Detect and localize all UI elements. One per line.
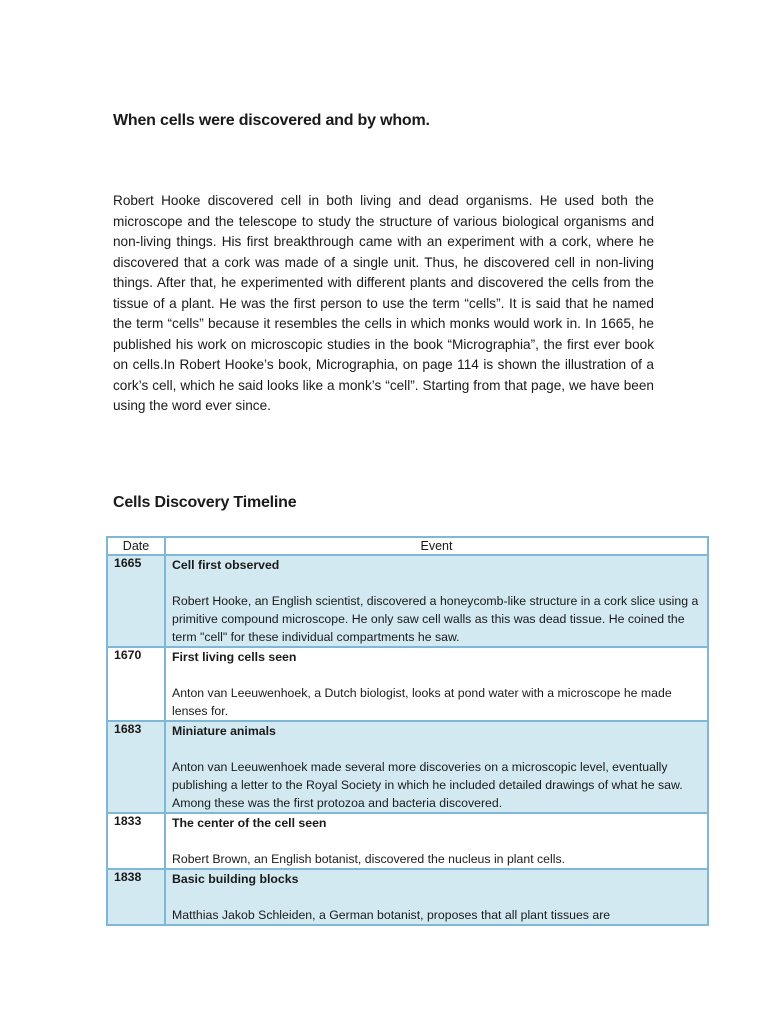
event-title: Miniature animals (172, 724, 276, 738)
event-description: Anton van Leeuwenhoek, a Dutch biologist, looks at pond water with a microscope he made lenses for. (172, 686, 672, 718)
row-date: 1665 (107, 555, 165, 647)
row-event (165, 647, 708, 721)
table-row (107, 647, 708, 721)
row-event (165, 721, 708, 813)
event-title: Cell first observed (172, 558, 280, 572)
event-description: Matthias Jakob Schleiden, a German botanist, proposes that all plant tissues are (172, 908, 611, 922)
row-date: 1838 (107, 869, 165, 925)
row-event (165, 813, 708, 869)
table-row (107, 869, 708, 925)
table-header-row (107, 537, 708, 555)
section-heading-discovery: When cells were discovered and by whom. (113, 112, 430, 129)
row-event (165, 869, 708, 925)
table-row (107, 555, 708, 647)
event-description: Robert Brown, an English botanist, discovered the nucleus in plant cells. (172, 852, 566, 866)
event-title: The center of the cell seen (172, 816, 327, 830)
event-column-header: Event (165, 537, 708, 555)
table-row (107, 721, 708, 813)
timeline-table (106, 536, 709, 926)
row-date: 1683 (107, 721, 165, 813)
row-date: 1833 (107, 813, 165, 869)
table-row (107, 813, 708, 869)
row-date: 1670 (107, 647, 165, 721)
date-column-header: Date (107, 537, 165, 555)
section-heading-timeline: Cells Discovery Timeline (113, 494, 297, 511)
event-description: Anton van Leeuwenhoek made several more discoveries on a microscopic level, eventually publishing a letter to the Royal Society in which he included detailed drawings of what he saw. Among these was the first protozoa and bacteria discovered. (172, 760, 683, 810)
event-title: First living cells seen (172, 650, 297, 664)
event-title: Basic building blocks (172, 872, 299, 886)
row-event (165, 555, 708, 647)
event-description: Robert Hooke, an English scientist, discovered a honeycomb-like structure in a cork slice using a primitive compound microscope. He only saw cell walls as this was dead tissue. He coined the term "cell" for these individual compartments he saw. (172, 594, 699, 644)
discovery-paragraph: Robert Hooke discovered cell in both living and dead organisms. He used both the microscope and the telescope to study the structure of various biological organisms and non-living things. His first breakthrough came with an experiment with a cork, where he discovered that a cork was made of a single unit. Thus, he discovered cell in non-living things. After that, he experimented with different plants and discovered the cells from the tissue of a plant. He was the first person to use the term “cells”. It is said that he named the term “cells” because it resembles the cells in which monks would work in. In 1665, he published his work on microscopic studies in the book “Micrographia”, the first ever book on cells.In Robert Hooke’s book, Micrographia, on page 114 is shown the illustration of a cork’s cell, which he said looks like a monk’s “cell”. Starting from that page, we have been using the word ever since. (113, 193, 654, 413)
